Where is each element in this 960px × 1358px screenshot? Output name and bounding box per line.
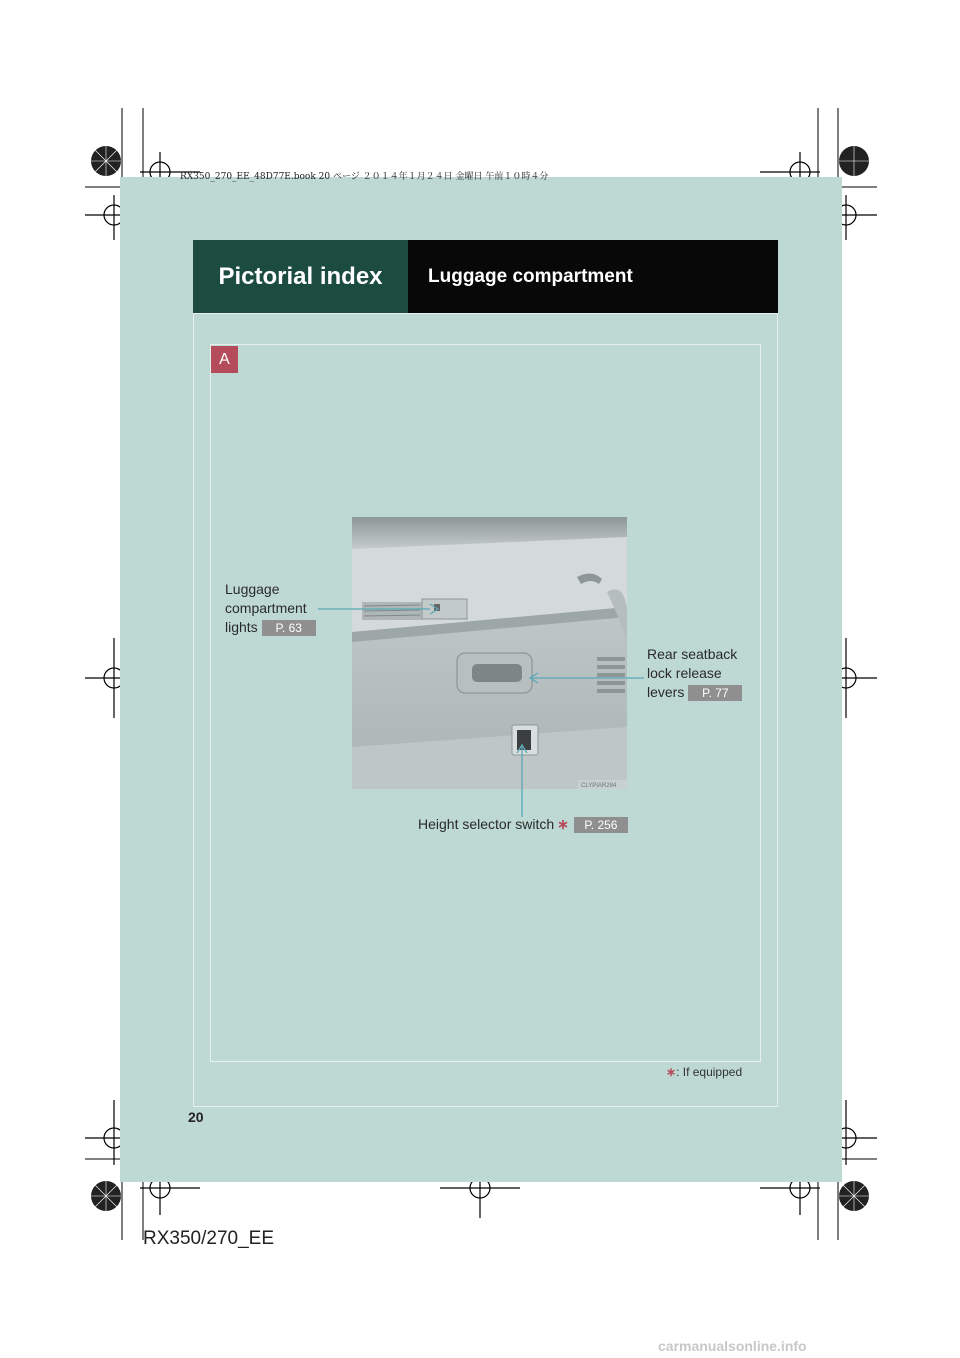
section-title: Pictorial index [193,240,408,313]
callout-label-text: Height selector switch [418,816,555,832]
footnote [666,1065,742,1079]
page-reference-link[interactable]: P. 63 [262,620,316,636]
callout-seatback-levers [647,645,742,702]
callout-height-selector [418,815,628,834]
page-title: Luggage compartment [408,240,778,313]
print-info: RX350_270_EE_48D77E.book 20 ページ ２０１４年１月２４日 金曜日 午前１０時４分 [180,172,549,182]
photo-code: CLYPIAR284 [581,783,617,789]
section-badge: A [211,346,238,373]
page-reference-link[interactable]: P. 256 [574,817,628,833]
if-equipped-mark: ∗ [557,816,569,832]
page-number: 20 [188,1109,204,1125]
callout-label-line: lights [225,619,258,635]
model-code: RX350/270_EE [143,1228,274,1249]
watermark: carmanualsonline.info [658,1338,807,1354]
callout-label-line: levers [647,684,685,700]
callout-luggage-lights [225,580,316,637]
footnote-mark: ∗ [666,1065,677,1079]
footnote-text: : If equipped [676,1065,743,1079]
callout-label-line: compartment [225,600,307,616]
callout-label-line: Luggage [225,581,280,597]
page-reference-link[interactable]: P. 77 [688,685,742,701]
callout-label-line: Rear seatback [647,646,738,662]
callout-label-line: lock release [647,665,722,681]
